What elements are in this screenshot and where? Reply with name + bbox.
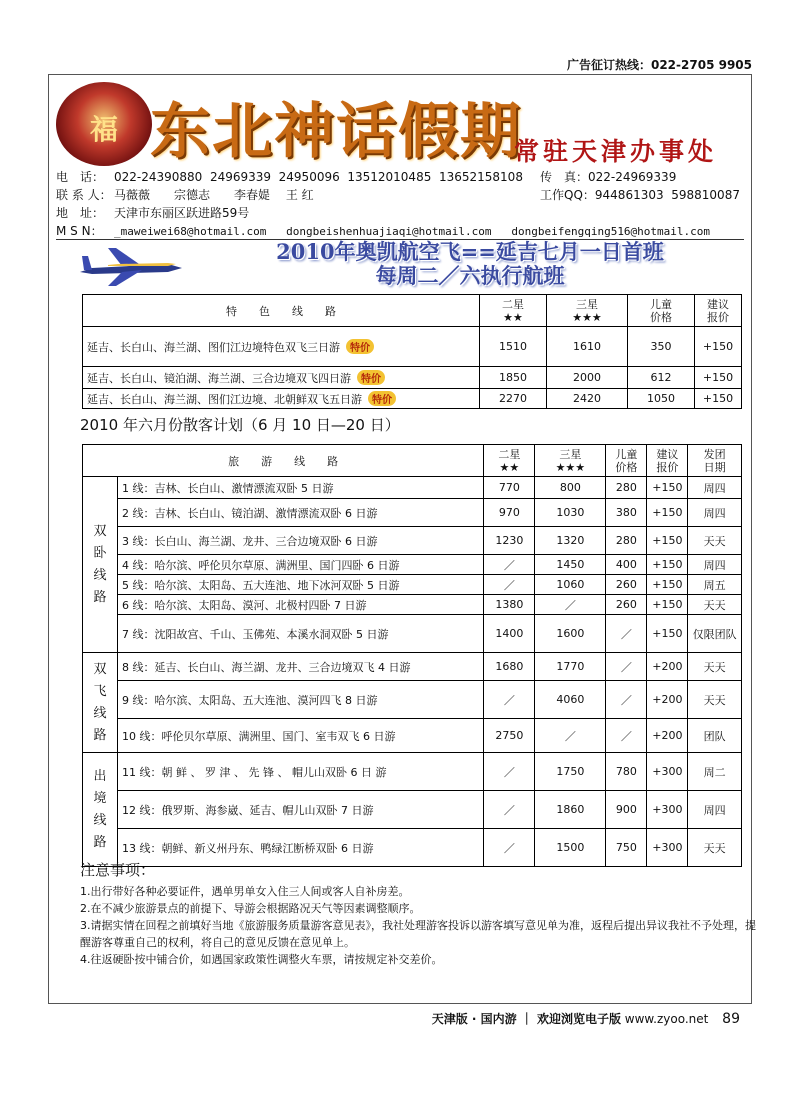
col-two-star: 二星 ★★ (480, 295, 547, 327)
fax-number: 022-24969339 (588, 170, 677, 184)
price-two: 1850 (480, 367, 547, 389)
table-row: 5 线：哈尔滨、太阳岛、五大连池、地下冰河双卧 5 日游 ／ 1060 260 +150 周五 (83, 575, 742, 595)
phone-line: 电 话： 022-24390880 24969339 24950096 13512010485 13652158108 (56, 170, 523, 184)
table-row: 出 境 线 路 11 线：朝 鲜 、 罗 津 、 先 锋 、 帽儿山双卧 6 日 游 ／ 1750 780 +300 周二 (83, 753, 742, 791)
route-cell: 9 线：哈尔滨、太阳岛、五大连池、漠河四飞 8 日游 (118, 681, 484, 719)
price-two: 2270 (480, 389, 547, 409)
special-price-badge: 特价 (357, 370, 385, 385)
note-item: 3.请据实情在回程之前填好当地《旅游服务质量游客意见表》，我社处理游客投诉以游客填写意见单为准，返程后提出异议我社不予处理，提醒游客尊重自己的权利，将自己的意见反馈在意见单上。 (80, 919, 756, 949)
table-row: 3 线：长白山、海兰湖、龙井、三合边境双卧 6 日游 1230 1320 280 +150 天天 (83, 527, 742, 555)
price-suggest: +150 (695, 389, 742, 409)
fax-line: 传 真：022-24969339 (540, 170, 677, 184)
table-row: 10 线：呼伦贝尔草原、满洲里、国门、室韦双飞 6 日游 2750 ／ ／ +200 团队 (83, 719, 742, 753)
col-two-star: 二星 ★★ (484, 445, 535, 477)
airplane-icon (78, 244, 188, 288)
address-line: 地 址： 天津市东丽区跃进路59号 (56, 206, 250, 220)
route-cell: 8 线：延吉、长白山、海兰湖、龙井、三合边境双飞 4 日游 (118, 653, 484, 681)
group-label: 出 境 线 路 (83, 753, 118, 867)
table-row: 9 线：哈尔滨、太阳岛、五大连池、漠河四飞 8 日游 ／ 4060 ／ +200 天天 (83, 681, 742, 719)
route-cell: 3 线：长白山、海兰湖、龙井、三合边境双卧 6 日游 (118, 527, 484, 555)
col-route: 旅 游 线 路 (83, 445, 484, 477)
table-row: 12 线：俄罗斯、海参崴、延吉、帽儿山双卧 7 日游 ／ 1860 900 +300 周四 (83, 791, 742, 829)
flight-line-2: 每周二／六执行航班 (375, 263, 565, 288)
route-cell: 延吉、长白山、海兰湖、图们江边境特色双飞三日游 特价 (83, 327, 480, 367)
table-row (83, 327, 742, 367)
table-row (83, 389, 742, 409)
footer-text: 天津版 · 国内游 ｜ 欢迎浏览电子版 (431, 1012, 621, 1026)
route-cell: 6 线：哈尔滨、太阳岛、漠河、北极村四卧 7 日游 (118, 595, 484, 615)
special-routes-table (82, 294, 742, 409)
price-three: 2000 (547, 367, 628, 389)
route-cell: 5 线：哈尔滨、太阳岛、五大连池、地下冰河双卧 5 日游 (118, 575, 484, 595)
route-cell: 11 线：朝 鲜 、 罗 津 、 先 锋 、 帽儿山双卧 6 日 游 (118, 753, 484, 791)
col-route: 特 色 线 路 (83, 295, 480, 327)
table-row: 4 线：哈尔滨、呼伦贝尔草原、满洲里、国门四卧 6 日游 ／ 1450 400 +150 周四 (83, 555, 742, 575)
qq-line: 工作QQ：944861303 598810087 (540, 188, 740, 202)
route-cell: 延吉、长白山、海兰湖、图们江边境、北朝鲜双飞五日游 特价 (83, 389, 480, 409)
plan-table (82, 444, 742, 867)
price-three: 1610 (547, 327, 628, 367)
route-cell: 1 线：吉林、长白山、激情漂流双卧 5 日游 (118, 477, 484, 499)
note-item: 4.往返硬卧按中铺合价，如遇国家政策性调整火车票，请按规定补交差价。 (80, 953, 443, 966)
table-row: 2 线：吉林、长白山、镜泊湖、激情漂流双卧 6 日游 970 1030 380 +150 周四 (83, 499, 742, 527)
note-item: 2.在不减少旅游景点的前提下、导游会根据路况天气等因素调整顺序。 (80, 902, 421, 915)
table-row: 13 线：朝鲜、新义州丹东、鸭绿江断桥双卧 6 日游 ／ 1500 750 +300 天天 (83, 829, 742, 867)
price-suggest: +150 (695, 367, 742, 389)
msn-line: M S N： _maweiwei68@hotmail.com dongbeishenhuajiaqi@hotmail.com dongbeifengqing516@hotmail.com (56, 224, 711, 238)
price-child: 1050 (628, 389, 695, 409)
price-child: 612 (628, 367, 695, 389)
group-label: 双 飞 线 路 (83, 653, 118, 753)
page-number: 89 (722, 1011, 740, 1027)
contact-people: 马薇薇 宗德志 李春媞 王 红 (114, 188, 314, 202)
price-two: 1510 (480, 327, 547, 367)
route-cell: 12 线：俄罗斯、海参崴、延吉、帽儿山双卧 7 日游 (118, 791, 484, 829)
special-price-badge: 特价 (346, 339, 374, 354)
col-three-star: 三星 ★★★ (535, 445, 606, 477)
note-item: 1.出行带好各种必要证件，遇单男单女入住三人间或客人自补房差。 (80, 885, 410, 898)
notes-section (80, 862, 760, 968)
msn-addresses: _maweiwei68@hotmail.com dongbeishenhuajiaqi@hotmail.com dongbeifengqing516@hotmail.com (114, 225, 711, 238)
route-cell: 延吉、长白山、镜泊湖、海兰湖、三合边境双飞四日游 特价 (83, 367, 480, 389)
col-departure: 发团 日期 (688, 445, 742, 477)
price-suggest: +150 (695, 327, 742, 367)
flight-announcement (190, 240, 750, 288)
flight-line-1: 2010年奥凯航空飞==延吉七月一日首班 (276, 239, 664, 264)
ad-hotline: 广告征订热线：022-2705 9905 (566, 58, 752, 72)
table-row: 7 线：沈阳故宫、千山、玉佛苑、本溪水洞双卧 5 日游 1400 1600 ／ +150 仅限团队 (83, 615, 742, 653)
people-line: 联 系 人： 马薇薇 宗德志 李春媞 王 红 (56, 188, 314, 202)
col-suggest: 建议 报价 (647, 445, 688, 477)
office-subtitle: 常驻天津办事处 (514, 137, 718, 166)
table-row: 双 飞 线 路 8 线：延吉、长白山、海兰湖、龙井、三合边境双飞 4 日游 1680 1770 ／ +200 天天 (83, 653, 742, 681)
address: 天津市东丽区跃进路59号 (114, 206, 250, 220)
footer (432, 1010, 740, 1027)
table-row (83, 367, 742, 389)
route-cell: 2 线：吉林、长白山、镜泊湖、激情漂流双卧 6 日游 (118, 499, 484, 527)
special-price-badge: 特价 (368, 391, 396, 406)
price-child: 350 (628, 327, 695, 367)
col-suggest: 建议 报价 (695, 295, 742, 327)
route-cell: 13 线：朝鲜、新义州丹东、鸭绿江断桥双卧 6 日游 (118, 829, 484, 867)
route-cell: 10 线：呼伦贝尔草原、满洲里、国门、室韦双飞 6 日游 (118, 719, 484, 753)
plan-title: 2010 年六月份散客计划（6 月 10 日—20 日） (80, 416, 400, 434)
col-three-star: 三星 ★★★ (547, 295, 628, 327)
qq-numbers: 944861303 598810087 (594, 188, 740, 202)
table-row: 6 线：哈尔滨、太阳岛、漠河、北极村四卧 7 日游 1380 ／ 260 +150 天天 (83, 595, 742, 615)
brand-title: 东北神话假期 (150, 97, 522, 167)
logo-fu-char: 福 (89, 113, 118, 146)
phone-numbers: 022-24390880 24969339 24950096 13512010485 13652158108 (114, 170, 523, 184)
group-label: 双 卧 线 路 (83, 477, 118, 653)
notes-title: 注意事项： (80, 861, 156, 879)
route-cell: 4 线：哈尔滨、呼伦贝尔草原、满洲里、国门四卧 6 日游 (118, 555, 484, 575)
col-child: 儿童 价格 (606, 445, 647, 477)
table-row: 双 卧 线 路 1 线：吉林、长白山、激情漂流双卧 5 日游 770 800 280 +150 周四 (83, 477, 742, 499)
footer-url[interactable]: www.zyoo.net (624, 1012, 709, 1026)
price-three: 2420 (547, 389, 628, 409)
col-child: 儿童 价格 (628, 295, 695, 327)
route-cell: 7 线：沈阳故宫、千山、玉佛苑、本溪水洞双卧 5 日游 (118, 615, 484, 653)
